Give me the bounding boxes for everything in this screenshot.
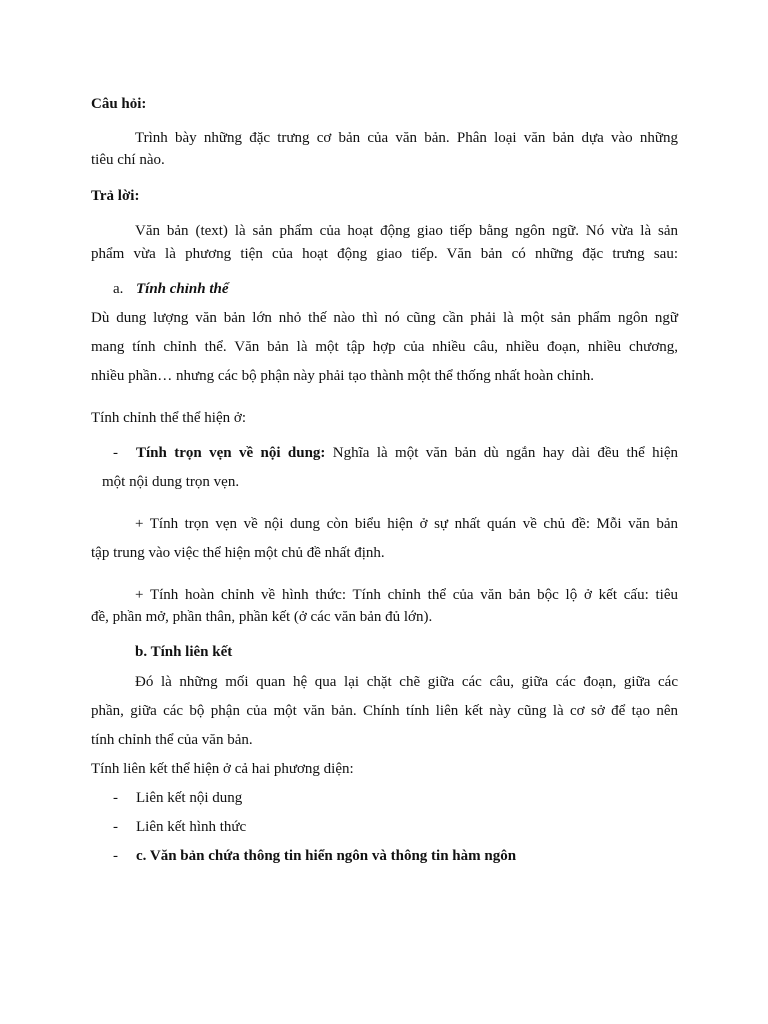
content-line-1-rest: Nghĩa là một văn bản dù ngắn hay dài đều thể hiện [332,445,678,461]
shown-in-line: Tính chỉnh thể thể hiện ở: [91,410,246,426]
bullet-dash: - [113,848,118,864]
question-heading: Câu hỏi: [91,96,147,112]
bullet-dash: - [113,790,118,806]
plus2-line-2: đề, phần mở, phần thân, phần kết (ở các văn bản đủ lớn). [91,609,433,625]
intro-line-2: phẩm vừa là phương tiện của hoạt động giao tiếp. Văn bản có những đặc trưng sau: [91,246,678,262]
section-b-title: b. Tính liên kết [135,644,233,660]
content-line-1 [136,443,678,463]
section-c-title: c. Văn bản chứa thông tin hiển ngôn và thông tin hàm ngôn [136,848,517,864]
section-a-para-line-3: nhiều phần… nhưng các bộ phận này phải tạo thành một thể thống nhất hoàn chỉnh. [91,368,595,384]
section-b-line-1: Đó là những mối quan hệ qua lại chặt chẽ giữa các câu, giữa các đoạn, giữa các [135,674,678,690]
plus1-line-1: + Tính trọn vẹn về nội dung còn biểu hiện ở sự nhất quán về chủ đề: Mỗi văn bản [135,516,678,532]
answer-heading: Trả lời: [91,188,140,204]
content-label: Tính trọn vẹn về nội dung: [136,445,326,461]
plus1-line-2: tập trung vào việc thể hiện một chủ đề nhất định. [91,545,385,561]
content-line-2: một nội dung trọn vẹn. [102,474,240,490]
section-b-line-3: tính chỉnh thể của văn bản. [91,732,253,748]
section-b-shown: Tính liên kết thể hiện ở cả hai phương diện: [91,761,354,777]
list-marker-a: a. [113,281,124,297]
question-line-2: tiêu chí nào. [91,152,165,168]
section-a-para-line-1: Dù dung lượng văn bản lớn nhỏ thế nào thì nó cũng cần phải là một sản phẩm ngôn ngữ [91,310,678,326]
plus2-line-1: + Tính hoàn chỉnh về hình thức: Tính chỉnh thể của văn bản bộc lộ ở kết cấu: tiêu [135,587,678,603]
section-b-line-2: phần, giữa các bộ phận của một văn bản. Chính tính liên kết này cũng là cơ sở để tạo nên [91,703,678,719]
bullet-dash: - [113,445,118,461]
section-a-para-line-2: mang tính chỉnh thể. Văn bản là một tập hợp của nhiều câu, nhiều đoạn, nhiều chương, [91,339,678,355]
list-item: Liên kết hình thức [136,819,247,835]
list-item: Liên kết nội dung [136,790,243,806]
intro-line-1: Văn bản (text) là sản phẩm của hoạt động giao tiếp bằng ngôn ngữ. Nó vừa là sản [135,223,678,239]
question-line-1: Trình bày những đặc trưng cơ bản của văn bản. Phân loại văn bản dựa vào những [135,130,678,146]
section-a-title: Tính chỉnh thể [136,281,229,297]
bullet-dash: - [113,819,118,835]
